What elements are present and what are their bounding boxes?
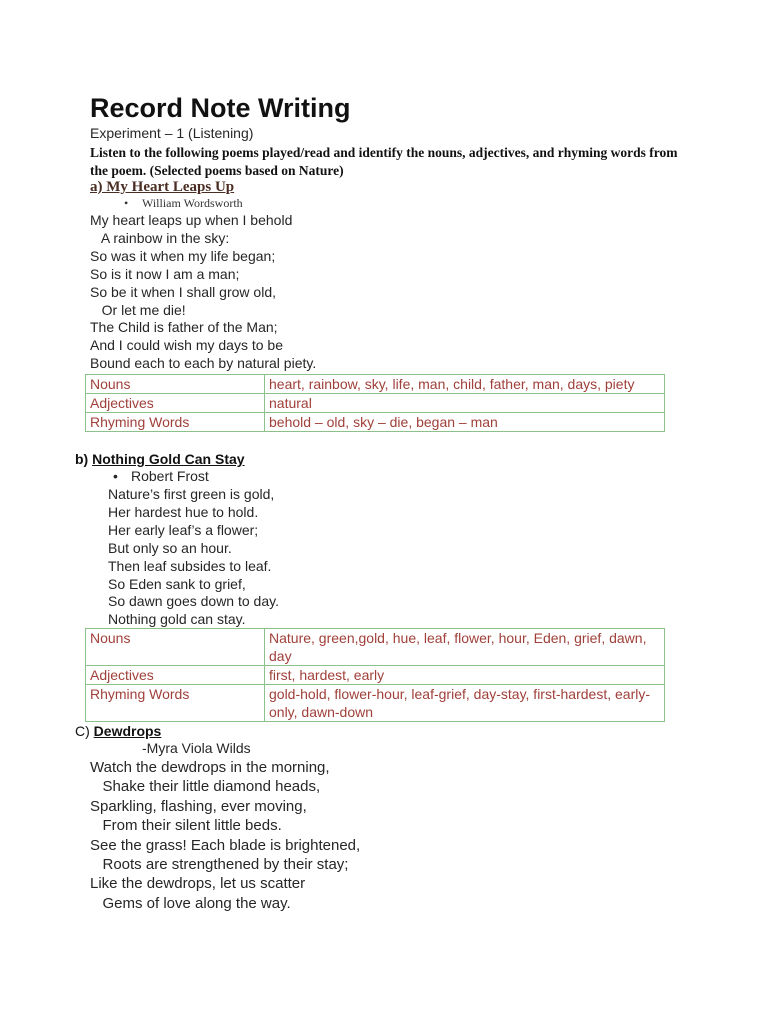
poem-line: So is it now I am a man; — [90, 265, 240, 282]
table-row — [86, 629, 665, 666]
poem-b-heading — [75, 451, 245, 467]
poem-line: Her early leaf’s a flower; — [108, 521, 259, 538]
poem-a-lines — [90, 212, 316, 373]
table-row — [86, 394, 665, 413]
page-title: Record Note Writing — [90, 93, 351, 123]
bullet-icon: • — [124, 196, 129, 210]
poem-line: But only so an hour. — [108, 539, 232, 556]
poem-line: See the grass! Each blade is brightened, — [90, 836, 361, 854]
poem-c-lines — [90, 758, 360, 913]
poem-b-table — [85, 628, 665, 722]
poem-line: My heart leaps up when I behold — [90, 212, 293, 228]
section-prefix: b) — [75, 451, 93, 467]
poem-line: Nature’s first green is gold, — [108, 486, 275, 502]
poem-line: So was it when my life began; — [90, 247, 276, 264]
table-row — [86, 685, 665, 722]
table-label: Rhyming Words — [86, 685, 265, 722]
poem-line: So Eden sank to grief, — [108, 575, 246, 592]
table-value: natural — [265, 394, 665, 413]
poem-line: Her hardest hue to hold. — [108, 503, 259, 520]
poem-b-lines — [108, 486, 279, 629]
table-row — [86, 413, 665, 432]
experiment-label: Experiment – 1 (Listening) — [90, 125, 254, 141]
table-row — [86, 666, 665, 685]
poem-line: A rainbow in the sky: — [90, 229, 230, 246]
poem-line: So dawn goes down to day. — [108, 593, 279, 610]
table-value: behold – old, sky – die, began – man — [265, 413, 665, 432]
section-title: Nothing Gold Can Stay — [92, 451, 245, 467]
table-label: Nouns — [86, 375, 265, 394]
poem-line: Like the dewdrops, let us scatter — [90, 875, 306, 893]
poem-line: Watch the dewdrops in the morning, — [90, 759, 330, 776]
table-label: Nouns — [86, 629, 265, 666]
bullet-icon: • — [113, 468, 118, 484]
poem-line: Bound each to each by natural piety. — [90, 355, 317, 372]
poem-line: Shake their little diamond heads, — [90, 778, 321, 796]
table-value: gold-hold, flower-hour, leaf-grief, day-stay, first-hardest, early-only, dawn-down — [265, 685, 665, 722]
author-name: Robert Frost — [131, 468, 209, 484]
poem-line: Nothing gold can stay. — [108, 611, 246, 628]
poem-c-author: -Myra Viola Wilds — [142, 740, 251, 756]
table-label: Rhyming Words — [86, 413, 265, 432]
poem-line: And I could wish my days to be — [90, 337, 283, 354]
section-prefix: C) — [75, 723, 94, 739]
poem-line: Then leaf subsides to leaf. — [108, 557, 272, 574]
poem-line: Gems of love along the way. — [90, 894, 291, 912]
author-name: William Wordsworth — [142, 196, 243, 210]
table-value: heart, rainbow, sky, life, man, child, father, man, days, piety — [265, 375, 665, 394]
poem-line: The Child is father of the Man; — [90, 319, 278, 336]
poem-a-author — [124, 196, 243, 211]
poem-c-heading — [75, 723, 161, 739]
table-label: Adjectives — [86, 394, 265, 413]
section-title: Dewdrops — [93, 723, 162, 739]
poem-line: Sparkling, flashing, ever moving, — [90, 797, 307, 815]
table-label: Adjectives — [86, 666, 265, 685]
poem-line: From their silent little beds. — [90, 817, 282, 835]
table-row — [86, 375, 665, 394]
poem-line: So be it when I shall grow old, — [90, 283, 276, 300]
poem-a-heading: a) My Heart Leaps Up — [90, 179, 235, 195]
poem-line: Roots are strengthened by their stay; — [90, 856, 349, 874]
table-value: Nature, green,gold, hue, leaf, flower, hour, Eden, grief, dawn, day — [265, 629, 665, 666]
table-value: first, hardest, early — [265, 666, 665, 685]
poem-line: Or let me die! — [90, 301, 186, 318]
poem-a-table — [85, 374, 665, 432]
instructions: Listen to the following poems played/read and identify the nouns, adjectives, and rhyming words from the poem. (Selected poems based on Nature) — [90, 145, 678, 178]
poem-b-author — [113, 468, 209, 484]
